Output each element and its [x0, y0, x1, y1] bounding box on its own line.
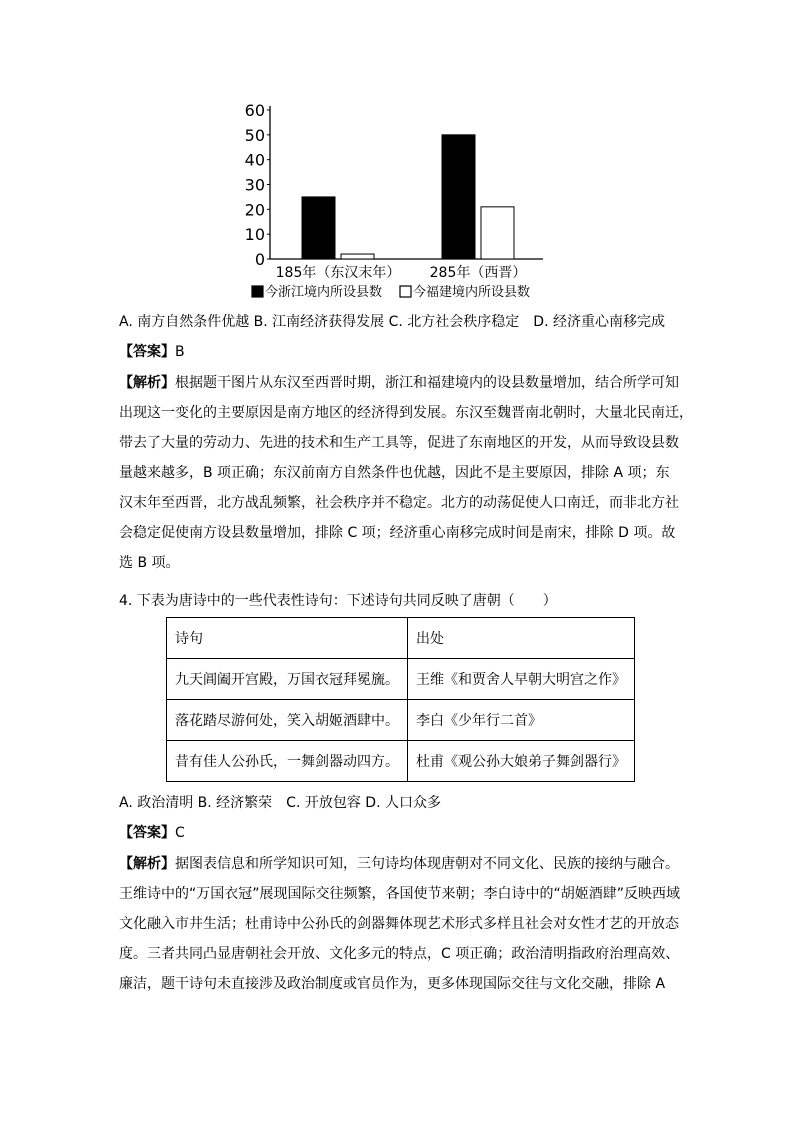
- y-tick-label: 40: [244, 150, 265, 170]
- poem-line-cell: 落花踏尽游何处，笑入胡姬酒肆中。: [167, 700, 408, 741]
- y-tick-label: 0: [254, 250, 265, 269]
- q3-answer-value: B: [175, 344, 185, 360]
- bar-fujian: [341, 254, 374, 259]
- x-category-label: 185年（东汉末年）: [275, 265, 401, 281]
- table-row: [167, 700, 635, 741]
- q3-answer-label: 【答案】: [119, 344, 175, 360]
- y-tick-label: 10: [244, 225, 265, 245]
- legend-label: 今福建境内所设县数: [413, 285, 531, 300]
- q3-options: A. 南方自然条件优越 B. 江南经济获得发展 C. 北方社会秩序稳定 D. 经济重心南移完成: [119, 314, 665, 330]
- table-row: [167, 659, 635, 700]
- y-tick-label: 20: [244, 200, 265, 220]
- poem-source-cell: 杜甫《观公孙大娘弟子舞剑器行》: [408, 741, 635, 782]
- q3-analysis-line: 【解析】根据题干图片从东汉至西晋时期，浙江和福建境内的设县数量增加，结合所学可知: [119, 375, 679, 391]
- y-tick-label: 60: [244, 101, 265, 120]
- q4-answer-value: C: [175, 825, 185, 841]
- table-header-row: [167, 618, 635, 659]
- chart-svg: [238, 100, 558, 305]
- q4-analysis-line: 王维诗中的“万国衣冠”展现国际交往频繁，各国使节来朝；李白诗中的“胡姬酒肆”反映西域: [119, 886, 681, 902]
- poem-source-cell: 王维《和贾舍人早朝大明宫之作》: [408, 659, 635, 700]
- y-tick-label: 30: [244, 175, 265, 195]
- q4-analysis: [119, 849, 679, 999]
- legend-swatch: [400, 286, 411, 297]
- q3-answer: [119, 337, 679, 367]
- q3-analysis-line: 出现这一变化的主要原因是南方地区的经济得到发展。东汉至魏晋南北朝时，大量北民南迁，: [119, 405, 693, 421]
- q4-analysis-line: 文化融入市井生活；杜甫诗中公孙氏的剑器舞体现艺术形式多样且社会对女性才艺的开放态: [119, 916, 679, 932]
- bar-zhejiang: [442, 135, 475, 259]
- table-row: [167, 741, 635, 782]
- poem-line-cell: 九天阊阖开宫殿，万国衣冠拜冕旒。: [167, 659, 408, 700]
- q3-analysis-label: 【解析】: [119, 375, 175, 391]
- x-category-label: 285年（西晋）: [429, 265, 527, 281]
- q4-answer-label: 【答案】: [119, 825, 175, 841]
- q3-analysis-line: 会稳定促使南方设县数量增加，排除 C 项；经济重心南移完成时间是南宋，排除 D 项。故: [119, 525, 676, 541]
- bar-fujian: [481, 207, 514, 259]
- legend-label: 今浙江境内所设县数: [265, 285, 383, 300]
- table-header-cell: 出处: [408, 618, 635, 659]
- q3-analysis-line: 选 B 项。: [119, 555, 180, 571]
- q4-analysis-line: 度。三者共同凸显唐朝社会开放、文化多元的特点，C 项正确；政治清明指政府治理高效、: [119, 946, 680, 962]
- y-tick-label: 50: [244, 125, 265, 145]
- q3-analysis: [119, 368, 693, 578]
- poem-source-cell: 李白《少年行二首》: [408, 700, 635, 741]
- q4-analysis-line: 廉洁，题干诗句未直接涉及政治制度或官员作为，更多体现国际交往与文化交融，排除 A: [119, 976, 666, 992]
- q4-analysis-line: 【解析】据图表信息和所学知识可知，三句诗均体现唐朝对不同文化、民族的接纳与融合。: [119, 856, 679, 872]
- q3-analysis-line: 带去了大量的劳动力、先进的技术和生产工具等，促进了东南地区的开发，从而导致设县数: [119, 435, 679, 451]
- bar-zhejiang: [302, 197, 335, 259]
- q4-analysis-label: 【解析】: [119, 856, 175, 872]
- q3-analysis-line: 汉末年至西晋，北方战乱频繁，社会秩序并不稳定。北方的动荡促使人口南迁，而非北方社: [119, 495, 679, 511]
- poem-line-cell: 昔有佳人公孙氏，一舞剑器动四方。: [167, 741, 408, 782]
- county-count-bar-chart: [238, 100, 558, 305]
- legend-swatch: [252, 286, 263, 297]
- table-header-cell: 诗句: [167, 618, 408, 659]
- q4-answer: [119, 818, 679, 848]
- q4-stem: 4. 下表为唐诗中的一些代表性诗句：下述诗句共同反映了唐朝（ ）: [119, 593, 557, 609]
- poem-table: [166, 617, 635, 782]
- q4-options: A. 政治清明 B. 经济繁荣 C. 开放包容 D. 人口众多: [119, 795, 441, 811]
- q3-analysis-line: 量越来越多，B 项正确；东汉前南方自然条件也优越，因此不是主要原因，排除 A 项；东: [119, 465, 670, 481]
